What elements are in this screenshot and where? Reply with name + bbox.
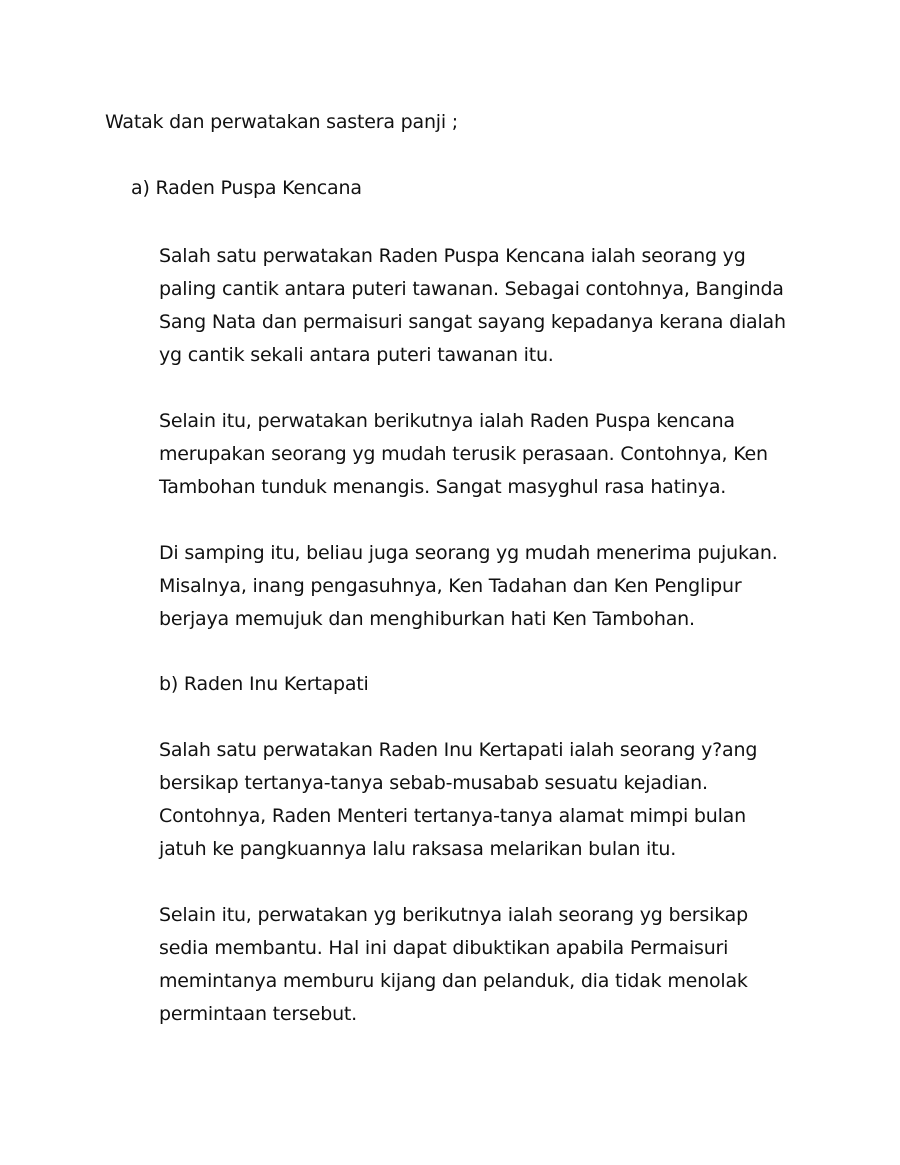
paragraph-line: paling cantik antara puteri tawanan. Sebagai contohnya, Banginda	[159, 278, 784, 300]
paragraph-line: permintaan tersebut.	[159, 1003, 358, 1025]
paragraph-line: Di samping itu, beliau juga seorang yg mudah menerima pujukan.	[159, 542, 778, 564]
paragraph-line: Salah satu perwatakan Raden Puspa Kencana ialah seorang yg	[159, 245, 746, 267]
paragraph-line: Misalnya, inang pengasuhnya, Ken Tadahan dan Ken Penglipur	[159, 575, 742, 597]
paragraph-line: jatuh ke pangkuannya lalu raksasa melarikan bulan itu.	[159, 838, 677, 860]
paragraph-line: Tambohan tunduk menangis. Sangat masyghul rasa hatinya.	[159, 476, 727, 498]
section-heading-raden-inu-kertapati: b) Raden Inu Kertapati	[159, 673, 369, 695]
paragraph	[159, 734, 757, 866]
paragraph-line: Selain itu, perwatakan yg berikutnya ialah seorang yg bersikap	[159, 904, 748, 926]
paragraph-line: bersikap tertanya-tanya sebab-musabab sesuatu kejadian.	[159, 772, 708, 794]
paragraph-line: sedia membantu. Hal ini dapat dibuktikan apabila Permaisuri	[159, 937, 729, 959]
paragraph-line: yg cantik sekali antara puteri tawanan itu.	[159, 344, 554, 366]
paragraph-line: Contohnya, Raden Menteri tertanya-tanya alamat mimpi bulan	[159, 805, 746, 827]
paragraph-line: merupakan seorang yg mudah terusik perasaan. Contohnya, Ken	[159, 443, 768, 465]
paragraph	[159, 899, 748, 1031]
paragraph-line: Selain itu, perwatakan berikutnya ialah Raden Puspa kencana	[159, 410, 735, 432]
paragraph	[159, 240, 786, 372]
paragraph-line: Sang Nata dan permaisuri sangat sayang kepadanya kerana dialah	[159, 311, 786, 333]
paragraph	[159, 405, 768, 504]
paragraph-line: Salah satu perwatakan Raden Inu Kertapati ialah seorang y?ang	[159, 739, 758, 761]
paragraph	[159, 537, 778, 636]
paragraph-line: memintanya memburu kijang dan pelanduk, dia tidak menolak	[159, 970, 748, 992]
document-title: Watak dan perwatakan sastera panji ;	[105, 111, 458, 133]
paragraph-line: berjaya memujuk dan menghiburkan hati Ken Tambohan.	[159, 608, 695, 630]
section-heading-raden-puspa-kencana: a) Raden Puspa Kencana	[131, 177, 362, 199]
